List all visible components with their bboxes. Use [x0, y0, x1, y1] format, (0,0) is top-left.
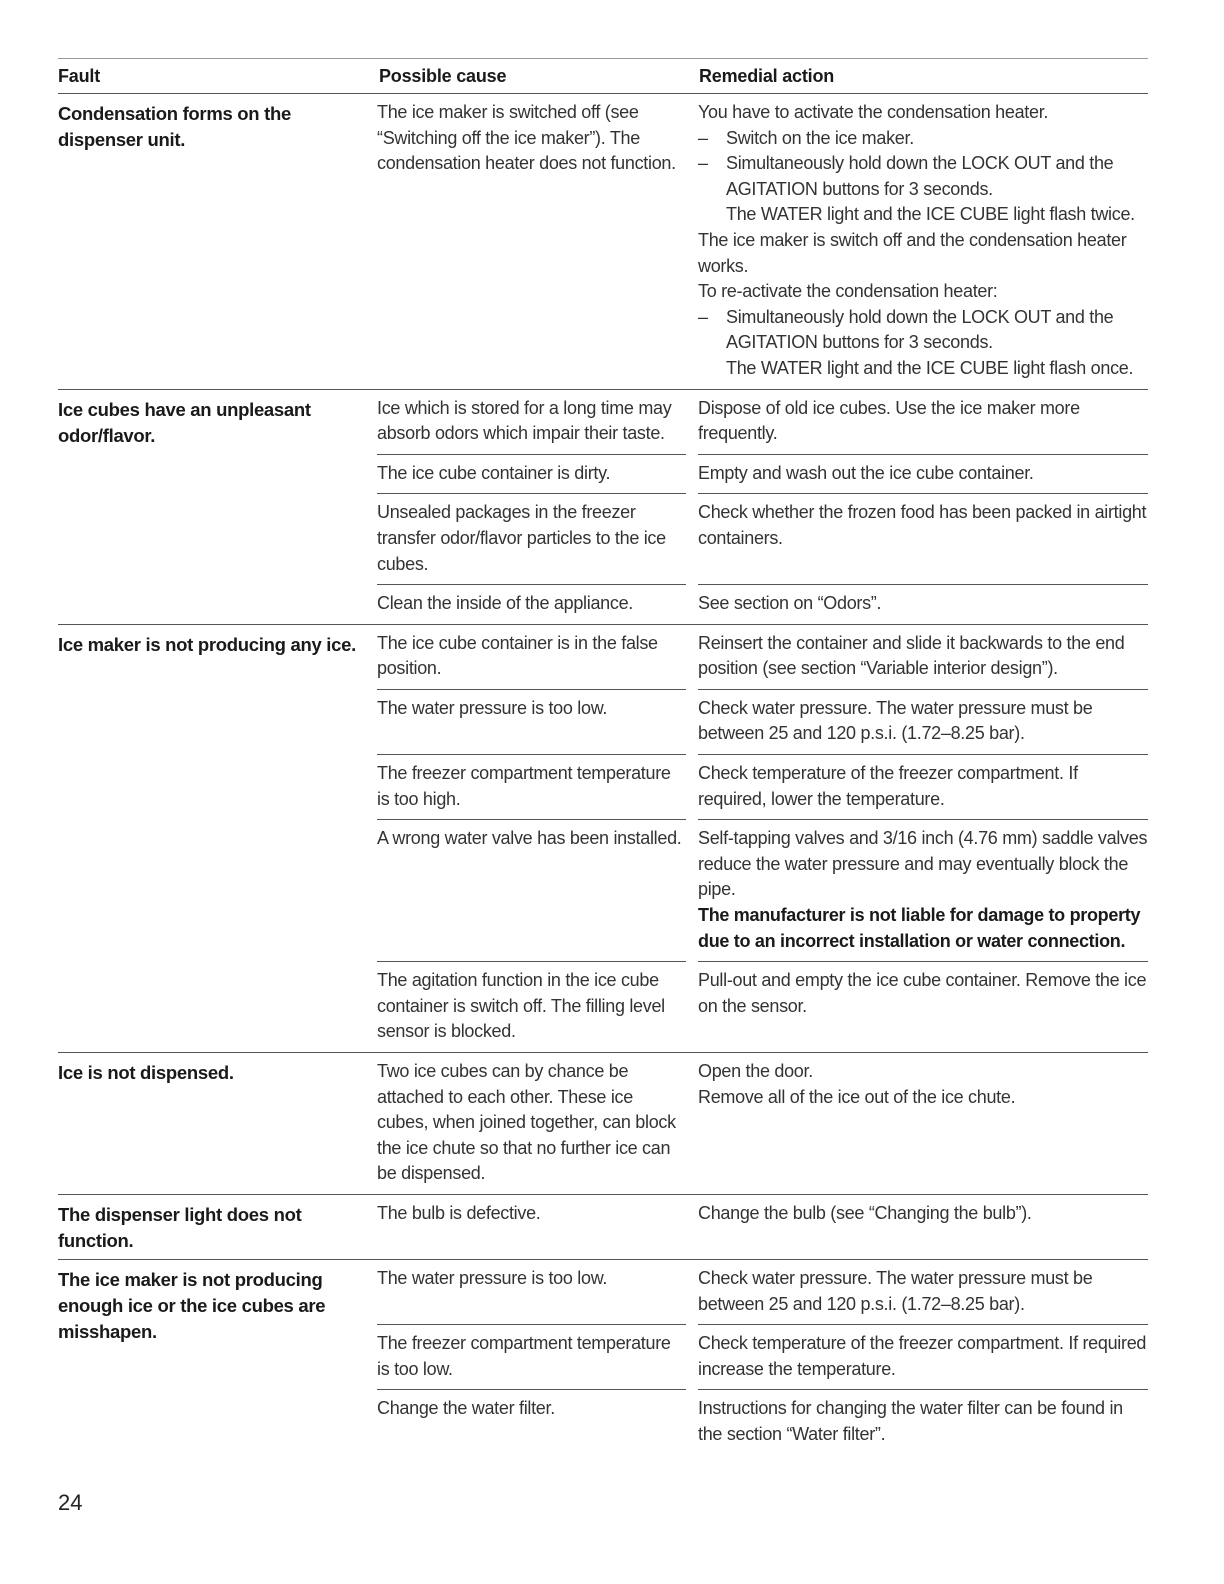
cause-cell: The freezer compartment temperature is too low. [377, 1324, 686, 1389]
fault-label: Ice maker is not producing any ice. [58, 633, 356, 655]
action-cell: Check temperature of the freezer compartment. If required increase the temperature. [698, 1324, 1148, 1389]
cause-cell: A wrong water valve has been installed. [377, 819, 686, 961]
action-cell: Instructions for changing the water filter can be found in the section “Water filter”. [698, 1389, 1148, 1454]
cause-cell: Unsealed packages in the freezer transfer odor/flavor particles to the ice cubes. [377, 493, 686, 584]
table-row [377, 94, 1148, 389]
fault-label: Ice cubes have an unpleasant odor/flavor. [58, 398, 311, 446]
table-row [377, 819, 1148, 961]
action-cell [698, 1053, 1148, 1194]
table-row [377, 1053, 1148, 1194]
table-row [377, 584, 1148, 624]
cause-cell: The freezer compartment temperature is too high. [377, 754, 686, 819]
cause-cell: The ice cube container is in the false position. [377, 632, 658, 679]
table-row [377, 493, 1148, 584]
table-row [377, 961, 1148, 1052]
action-step: Switch on the ice maker. [726, 127, 914, 148]
table-row [377, 1389, 1148, 1454]
action-cell [698, 819, 1148, 961]
action-cell: Empty and wash out the ice cube container. [698, 454, 1148, 494]
action-result: The WATER light and the ICE CUBE light flash twice. [726, 204, 1135, 225]
fault-label: The dispenser light does not function. [58, 1203, 302, 1251]
cause-cell: The water pressure is too low. [377, 1267, 608, 1288]
cause-cell: The bulb is defective. [377, 1202, 541, 1223]
action-cell: Check water pressure. The water pressure must be between 25 and 120 p.s.i. (1.72–8.25 bar). [698, 1267, 1093, 1314]
action-step: Simultaneously hold down the LOCK OUT and the AGITATION buttons for 3 seconds. [726, 153, 1114, 199]
action-step: Simultaneously hold down the LOCK OUT and the AGITATION buttons for 3 seconds. [726, 306, 1114, 353]
action-line: You have to activate the condensation heater. [698, 102, 1049, 122]
table-row [377, 454, 1148, 494]
action-line: The ice maker is switch off and the condensation heater works. [698, 229, 1127, 276]
fault-label: The ice maker is not producing enough ice or the ice cubes are misshapen. [58, 1268, 326, 1342]
dash-marker: – [698, 306, 708, 327]
action-cell: See section on “Odors”. [698, 584, 1148, 624]
table-row [377, 1195, 1148, 1259]
fault-group-light [58, 1195, 1148, 1260]
cause-cell: Clean the inside of the appliance. [377, 584, 686, 624]
cause-cell: The water pressure is too low. [377, 689, 686, 754]
fault-label: Condensation forms on the dispenser unit. [58, 103, 292, 150]
header-action: Remedial action [699, 66, 835, 86]
table-row [377, 754, 1148, 819]
table-row [377, 689, 1148, 754]
table-header [58, 58, 1148, 94]
liability-note: The manufacturer is not liable for damage to property due to an incorrect installation or water connection. [698, 905, 1141, 951]
action-line: Self-tapping valves and 3/16 inch (4.76 mm) saddle valves reduce the water pressure and may eventually block the pipe. [698, 828, 1148, 900]
troubleshooting-table [58, 58, 1148, 1455]
fault-group-not-dispensed [58, 1053, 1148, 1195]
action-cell: Check temperature of the freezer compartment. If required, lower the temperature. [698, 754, 1148, 819]
action-cell: Pull-out and empty the ice cube container. Remove the ice on the sensor. [698, 961, 1148, 1052]
action-result: The WATER light and the ICE CUBE light flash once. [726, 357, 1134, 378]
fault-group-misshapen [58, 1260, 1148, 1455]
action-line: To re-activate the condensation heater: [698, 281, 998, 302]
fault-group-odor [58, 390, 1148, 625]
action-cell [698, 94, 1148, 389]
fault-label: Ice is not dispensed. [58, 1062, 234, 1083]
header-fault: Fault [58, 66, 100, 86]
fault-group-condensation [58, 94, 1148, 390]
cause-cell: The ice cube container is dirty. [377, 454, 686, 494]
header-cause: Possible cause [379, 66, 507, 86]
cause-cell: Ice which is stored for a long time may absorb odors which impair their taste. [377, 397, 672, 444]
action-line: Open the door. [698, 1061, 813, 1081]
fault-group-no-ice [58, 625, 1148, 1053]
cause-cell: Change the water filter. [377, 1389, 686, 1454]
action-cell: Check whether the frozen food has been packed in airtight containers. [698, 493, 1148, 584]
dash-marker: – [698, 127, 708, 148]
table-row [377, 1260, 1148, 1324]
action-cell: Reinsert the container and slide it backwards to the end position (see section “Variable interior design”). [698, 632, 1125, 679]
action-cell: Dispose of old ice cubes. Use the ice maker more frequently. [698, 397, 1080, 444]
table-row [377, 390, 1148, 454]
action-line: Remove all of the ice out of the ice chute. [698, 1086, 1016, 1107]
cause-cell: Two ice cubes can by chance be attached to each other. These ice cubes, when joined together, can block the ice chute so that no further ice can be dispensed. [377, 1061, 676, 1184]
table-row [377, 625, 1148, 689]
page-number: 24 [58, 1490, 83, 1515]
dash-marker: – [698, 153, 708, 174]
cause-cell: The agitation function in the ice cube container is switch off. The filling level sensor is blocked. [377, 961, 686, 1052]
table-row [377, 1324, 1148, 1389]
action-cell: Change the bulb (see “Changing the bulb”). [698, 1202, 1032, 1223]
cause-cell: The ice maker is switched off (see “Switching off the ice maker”). The condensation heater does not function. [377, 102, 676, 174]
action-cell: Check water pressure. The water pressure must be between 25 and 120 p.s.i. (1.72–8.25 bar). [698, 689, 1148, 754]
